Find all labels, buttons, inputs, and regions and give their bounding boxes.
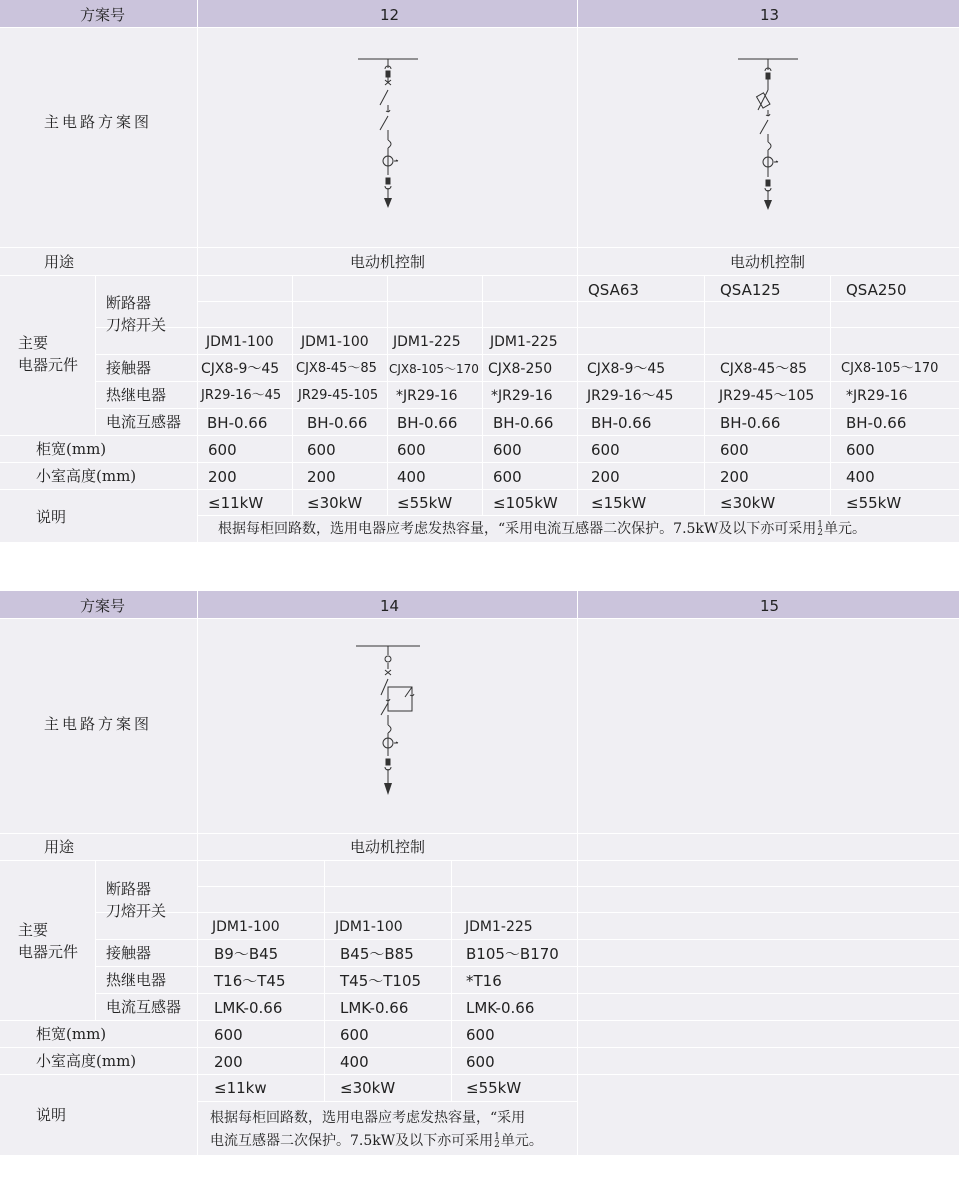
ct-label: 电流互感器 bbox=[106, 998, 182, 1016]
height-value: 600 bbox=[493, 468, 522, 486]
main-components-label: 电器元件 bbox=[18, 356, 79, 374]
width-value: 600 bbox=[214, 1026, 243, 1044]
ct-value: LMK-0.66 bbox=[214, 999, 283, 1017]
grid-cell bbox=[0, 1075, 198, 1156]
height-value: 200 bbox=[208, 468, 237, 486]
power-value: ≤55kW bbox=[466, 1079, 522, 1097]
note-text bbox=[210, 1132, 543, 1150]
grid-cell bbox=[578, 967, 960, 994]
contactor-value: CJX8-9～45 bbox=[587, 361, 666, 377]
grid-cell bbox=[483, 276, 578, 302]
scheme-table-12-13 bbox=[0, 0, 960, 543]
main-components-label-cell bbox=[0, 861, 96, 1021]
purpose-value: 电动机控制 bbox=[350, 838, 426, 856]
note-text bbox=[218, 520, 866, 538]
grid-cell bbox=[198, 861, 325, 887]
ct-value: BH-0.66 bbox=[397, 414, 458, 432]
ct-label: 电流互感器 bbox=[106, 413, 182, 431]
grid-cell bbox=[325, 887, 452, 913]
width-value: 600 bbox=[493, 441, 522, 459]
contactor-value: CJX8-105～170 bbox=[841, 361, 939, 376]
thermal-value: *JR29-16 bbox=[491, 388, 553, 404]
height-value: 400 bbox=[846, 468, 875, 486]
chamber-height-label: 小室高度(mm) bbox=[36, 467, 137, 485]
fraction-half: 1 2 bbox=[494, 1132, 500, 1150]
height-value: 200 bbox=[307, 468, 336, 486]
ct-value: BH-0.66 bbox=[207, 414, 268, 432]
ct-value: BH-0.66 bbox=[493, 414, 554, 432]
note-text-part: 单元。 bbox=[824, 521, 867, 537]
ct-value: BH-0.66 bbox=[591, 414, 652, 432]
width-value: 600 bbox=[307, 441, 336, 459]
grid-cell bbox=[578, 940, 960, 967]
breaker-label: 断路器 bbox=[106, 294, 152, 312]
diagram-label: 主电路方案图 bbox=[44, 113, 153, 131]
main-components-label: 电器元件 bbox=[18, 943, 79, 961]
contactor-value: B105～B170 bbox=[466, 945, 559, 963]
grid-cell bbox=[483, 302, 578, 328]
grid-cell bbox=[578, 861, 960, 887]
grid-cell bbox=[198, 302, 293, 328]
ct-value: LMK-0.66 bbox=[466, 999, 535, 1017]
note-label: 说明 bbox=[36, 508, 67, 526]
width-value: 600 bbox=[591, 441, 620, 459]
note-text-part: 电流互感器二次保护。7.5kW及以下亦可采用 bbox=[210, 1133, 494, 1149]
width-value: 600 bbox=[846, 441, 875, 459]
grid-cell bbox=[388, 276, 483, 302]
height-value: 600 bbox=[466, 1053, 495, 1071]
grid-cell bbox=[578, 1048, 960, 1075]
width-value: 600 bbox=[340, 1026, 369, 1044]
contactor-label: 接触器 bbox=[106, 944, 152, 962]
diagram-label: 主电路方案图 bbox=[44, 715, 153, 733]
note-text-part: 根据每柜回路数，选用电器应考虑发热容量，“采用 bbox=[210, 1110, 526, 1126]
chamber-height-label: 小室高度(mm) bbox=[36, 1052, 137, 1070]
grid-cell bbox=[578, 1021, 960, 1048]
purpose-label: 用途 bbox=[44, 838, 75, 856]
contactor-value: CJX8-45～85 bbox=[296, 361, 377, 376]
fuse-switch-label: 刀熔开关 bbox=[106, 902, 167, 920]
breaker-value: JDM1-100 bbox=[206, 334, 274, 350]
grid-cell bbox=[293, 276, 388, 302]
breaker-value: JDM1-100 bbox=[335, 919, 403, 935]
main-components-label: 主要 bbox=[18, 334, 49, 352]
grid-cell bbox=[578, 994, 960, 1021]
height-value: 200 bbox=[591, 468, 620, 486]
thermal-value: JR29-45～105 bbox=[719, 388, 815, 404]
thermal-value: T16～T45 bbox=[214, 972, 286, 990]
note-label: 说明 bbox=[36, 1106, 67, 1124]
note-text-part: 单元。 bbox=[500, 1133, 543, 1149]
thermal-relay-label: 热继电器 bbox=[106, 971, 167, 989]
power-value: ≤11kw bbox=[214, 1079, 267, 1097]
scheme-table-14-15 bbox=[0, 591, 960, 1156]
height-value: 400 bbox=[340, 1053, 369, 1071]
circuit-diagram-12 bbox=[350, 50, 430, 220]
ct-value: LMK-0.66 bbox=[340, 999, 409, 1017]
fuse-switch-value: QSA125 bbox=[720, 281, 781, 299]
purpose-label-cell bbox=[0, 248, 198, 276]
power-value: ≤105kW bbox=[493, 494, 558, 512]
width-value: 600 bbox=[397, 441, 426, 459]
purpose-label-cell bbox=[0, 834, 198, 861]
thermal-value: JR29-45-105 bbox=[298, 388, 379, 403]
thermal-value: JR29-16～45 bbox=[201, 388, 282, 403]
cabinet-width-label: 柜宽(mm) bbox=[36, 1025, 107, 1043]
scheme-number: 13 bbox=[760, 6, 780, 24]
fraction-half: 1 2 bbox=[817, 520, 824, 538]
grid-cell bbox=[578, 1075, 960, 1156]
ct-value: BH-0.66 bbox=[846, 414, 907, 432]
width-value: 600 bbox=[466, 1026, 495, 1044]
purpose-value: 电动机控制 bbox=[350, 253, 426, 271]
power-value: ≤15kW bbox=[591, 494, 647, 512]
height-value: 200 bbox=[214, 1053, 243, 1071]
fuse-switch-value: QSA250 bbox=[846, 281, 907, 299]
purpose-label: 用途 bbox=[44, 253, 75, 271]
power-value: ≤30kW bbox=[307, 494, 363, 512]
thermal-value: *T16 bbox=[466, 972, 502, 990]
scheme-no-label: 方案号 bbox=[80, 6, 126, 24]
grid-cell bbox=[293, 302, 388, 328]
thermal-value: *JR29-16 bbox=[846, 388, 908, 404]
width-value: 600 bbox=[208, 441, 237, 459]
scheme-number: 12 bbox=[380, 6, 400, 24]
breaker-label: 断路器 bbox=[106, 880, 152, 898]
note-text-part: 根据每柜回路数，选用电器应考虑发热容量，“采用电流互感器二次保护。7.5kW及以下亦可采用 bbox=[218, 521, 817, 537]
grid-cell bbox=[831, 302, 960, 328]
diagram-cell bbox=[578, 619, 960, 834]
scheme-no-label: 方案号 bbox=[80, 597, 126, 615]
breaker-value: JDM1-225 bbox=[490, 334, 558, 350]
grid-cell bbox=[198, 887, 325, 913]
circuit-diagram-14 bbox=[350, 637, 430, 809]
cabinet-width-label: 柜宽(mm) bbox=[36, 440, 107, 458]
fuse-switch-value: QSA63 bbox=[588, 281, 639, 299]
breaker-value: JDM1-225 bbox=[465, 919, 533, 935]
power-value: ≤30kW bbox=[340, 1079, 396, 1097]
breaker-value: JDM1-100 bbox=[212, 919, 280, 935]
grid-cell bbox=[452, 861, 578, 887]
contactor-value: CJX8-45～85 bbox=[720, 361, 808, 377]
grid-cell bbox=[452, 887, 578, 913]
thermal-relay-label: 热继电器 bbox=[106, 386, 167, 404]
main-components-label: 主要 bbox=[18, 921, 49, 939]
grid-cell bbox=[578, 913, 960, 940]
ct-value: BH-0.66 bbox=[307, 414, 368, 432]
thermal-value: *JR29-16 bbox=[396, 388, 458, 404]
power-value: ≤55kW bbox=[397, 494, 453, 512]
grid-cell bbox=[831, 328, 960, 355]
fuse-switch-label: 刀熔开关 bbox=[106, 316, 167, 334]
power-value: ≤30kW bbox=[720, 494, 776, 512]
thermal-value: T45～T105 bbox=[340, 972, 422, 990]
purpose-cell bbox=[578, 834, 960, 861]
purpose-value: 电动机控制 bbox=[730, 253, 806, 271]
contactor-value: CJX8-250 bbox=[488, 361, 553, 377]
power-value: ≤11kW bbox=[208, 494, 264, 512]
breaker-value: JDM1-100 bbox=[301, 334, 369, 350]
contactor-value: CJX8-9～45 bbox=[201, 361, 280, 377]
circuit-diagram-13 bbox=[730, 50, 810, 220]
grid-cell bbox=[0, 490, 198, 543]
contactor-value: CJX8-105～170 bbox=[389, 362, 479, 376]
width-value: 600 bbox=[720, 441, 749, 459]
scheme-number: 15 bbox=[760, 597, 780, 615]
contactor-value: B45～B85 bbox=[340, 945, 414, 963]
power-value: ≤55kW bbox=[846, 494, 902, 512]
scheme-number: 14 bbox=[380, 597, 400, 615]
grid-cell bbox=[578, 887, 960, 913]
height-value: 400 bbox=[397, 468, 426, 486]
grid-cell bbox=[198, 276, 293, 302]
height-value: 200 bbox=[720, 468, 749, 486]
contactor-label: 接触器 bbox=[106, 359, 152, 377]
contactor-value: B9～B45 bbox=[214, 945, 279, 963]
diagram-label-cell bbox=[0, 28, 198, 248]
grid-cell bbox=[388, 302, 483, 328]
grid-cell bbox=[705, 328, 831, 355]
grid-cell bbox=[578, 302, 705, 328]
ct-value: BH-0.66 bbox=[720, 414, 781, 432]
grid-cell bbox=[578, 328, 705, 355]
grid-cell bbox=[705, 302, 831, 328]
breaker-value: JDM1-225 bbox=[393, 334, 461, 350]
grid-cell bbox=[325, 861, 452, 887]
thermal-value: JR29-16～45 bbox=[587, 388, 674, 404]
